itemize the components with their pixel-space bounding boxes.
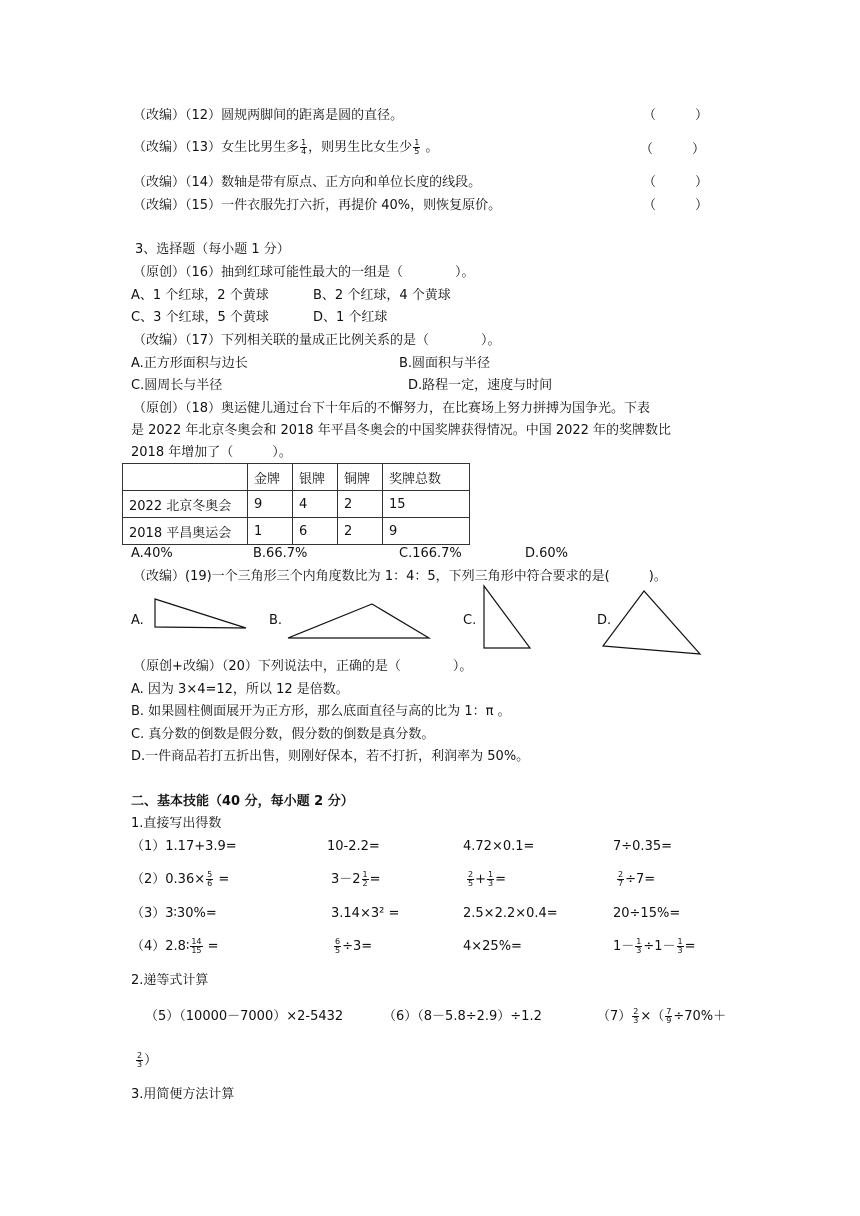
fraction: $\frac{1}{5}$: [414, 138, 420, 156]
option-19d-label[interactable]: D.: [597, 613, 612, 628]
table-header-cell: [123, 464, 248, 491]
option-19b-label[interactable]: B.: [269, 613, 283, 628]
subsection-step-calc: 2.递等式计算: [131, 973, 209, 988]
table-cell: 2: [338, 491, 383, 518]
section-3-title: 3、选择题（每小题 1 分）: [135, 242, 290, 257]
option-16a[interactable]: A、1 个红球，2 个黄球: [131, 288, 269, 303]
calc-1-2: 10-2.2=: [327, 839, 380, 854]
fraction: $\frac{2}{7}$: [618, 870, 624, 888]
option-20b[interactable]: B. 如果圆柱侧面展开为正方形，那么底面直径与高的比为 1：π 。: [131, 704, 511, 719]
calc-5: （5）（10000－7000）×2-5432: [145, 1009, 344, 1024]
calc-2-4: $\frac{2}{7}$ ÷7=: [618, 870, 656, 888]
medal-table: [122, 463, 470, 545]
calc-2-3: $\frac{2}{5}$ + $\frac{1}{3}$ =: [468, 870, 506, 888]
calc-4-4: 1－ $\frac{1}{3}$ ÷1－ $\frac{1}{3}$ =: [613, 937, 696, 955]
table-header-row: [123, 464, 470, 491]
table-cell: 1: [248, 518, 293, 545]
triangle-a[interactable]: [150, 596, 250, 632]
answer-paren-13[interactable]: （ ）: [640, 142, 706, 157]
option-18a[interactable]: A.40%: [131, 546, 173, 561]
option-16c[interactable]: C、3 个红球，5 个黄球: [131, 310, 269, 325]
table-cell: 2022 北京冬奥会: [123, 491, 248, 518]
section-2-title: 二、基本技能（40 分，每小题 2 分）: [131, 794, 354, 809]
table-header-cell: 银牌: [293, 464, 338, 491]
table-header-cell: 奖牌总数: [383, 464, 470, 491]
fraction: $\frac{1}{3}$: [677, 937, 683, 955]
calc-2-2: 3－2 $\frac{1}{2}$ =: [331, 870, 381, 888]
fraction: $\frac{1}{3}$: [636, 937, 642, 955]
triangle-d[interactable]: [600, 588, 704, 658]
option-17b[interactable]: B.圆面积与半径: [399, 356, 491, 371]
calc-7-cont: $\frac{2}{3}$ ）: [137, 1051, 158, 1069]
triangle-c[interactable]: [480, 584, 534, 652]
table-cell: 4: [293, 491, 338, 518]
question-18-line2: 是 2022 年北京冬奥会和 2018 年平昌冬奥会的中国奖牌获得情况。中国 2022 年的奖牌数比: [131, 423, 672, 438]
calc-2-1: （2）0.36× $\frac{5}{6}$ =: [131, 870, 230, 888]
subsection-direct-answers: 1.直接写出得数: [131, 816, 222, 831]
question-20: （原创+改编）（20）下列说法中，正确的是（ ）。: [133, 659, 473, 674]
calc-7: （7） $\frac{2}{3}$ ×（ $\frac{7}{9}$ ÷70%＋: [597, 1007, 727, 1025]
question-17: （改编）（17）下列相关联的量成正比例关系的是（ ）。: [133, 333, 501, 348]
answer-paren-15[interactable]: （ ）: [643, 198, 709, 213]
fraction: $\frac{1}{2}$: [362, 870, 368, 888]
tf-item-12: （改编）（12）圆规两脚间的距离是圆的直径。: [133, 108, 404, 123]
question-16: （原创）（16）抽到红球可能性最大的一组是（ ）。: [133, 265, 475, 280]
calc-1-4: 7÷0.35=: [613, 839, 673, 854]
option-18b[interactable]: B.66.7%: [253, 546, 308, 561]
calc-3-2: 3.14×3² =: [331, 906, 400, 921]
fraction: $\frac{7}{9}$: [666, 1007, 672, 1025]
option-19a-label[interactable]: A.: [131, 613, 144, 628]
table-cell: 6: [293, 518, 338, 545]
calc-1-1: （1）1.17+3.9=: [131, 839, 237, 854]
table-cell: 9: [248, 491, 293, 518]
triangle-b[interactable]: [285, 600, 433, 642]
fraction: $\frac{2}{5}$: [468, 870, 474, 888]
fraction: $\frac{2}{3}$: [633, 1007, 639, 1025]
table-cell: 9: [383, 518, 470, 545]
fraction: $\frac{5}{6}$: [207, 870, 213, 888]
question-19: （改编）(19)一个三角形三个内角度数比为 1：4：5，下列三角形中符合要求的是( )。: [133, 569, 667, 584]
table-cell: 15: [383, 491, 470, 518]
fraction: $\frac{14}{15}$: [191, 937, 202, 955]
option-18c[interactable]: C.166.7%: [399, 546, 462, 561]
answer-paren-14[interactable]: （ ）: [643, 175, 709, 190]
fraction: $\frac{1}{3}$: [488, 870, 494, 888]
option-17c[interactable]: C.圆周长与半径: [131, 378, 223, 393]
calc-1-3: 4.72×0.1=: [463, 839, 535, 854]
fraction: $\frac{1}{4}$: [301, 138, 307, 156]
calc-4-2: $\frac{6}{5}$ ÷3=: [335, 937, 373, 955]
table-cell: 2: [338, 518, 383, 545]
option-17d[interactable]: D.路程一定，速度与时间: [408, 378, 553, 393]
calc-3-4: 20÷15%=: [613, 906, 681, 921]
option-20c[interactable]: C. 真分数的倒数是假分数，假分数的倒数是真分数。: [131, 727, 435, 742]
option-20a[interactable]: A. 因为 3×4=12，所以 12 是倍数。: [131, 682, 349, 697]
tf-item-14: （改编）（14）数轴是带有原点、正方向和单位长度的线段。: [133, 175, 482, 190]
fraction: $\frac{2}{3}$: [137, 1051, 143, 1069]
option-18d[interactable]: D.60%: [525, 546, 569, 561]
option-17a[interactable]: A.正方形面积与边长: [131, 356, 248, 371]
option-20d[interactable]: D.一件商品若打五折出售，则刚好保本，若不打折，利润率为 50%。: [131, 749, 530, 764]
calc-3-3: 2.5×2.2×0.4=: [463, 906, 558, 921]
option-19c-label[interactable]: C.: [463, 613, 477, 628]
answer-paren-12[interactable]: （ ）: [643, 108, 709, 123]
calc-4-3: 4×25%=: [463, 939, 522, 954]
table-cell: 2018 平昌奥运会: [123, 518, 248, 545]
question-18-line1: （原创）（18）奥运健儿通过台下十年后的不懈努力，在比赛场上努力拼搏为国争光。下表: [133, 401, 651, 416]
fraction: $\frac{6}{5}$: [335, 937, 341, 955]
tf-item-13: （改编）（13）女生比男生多 $\frac{1}{4}$ ，则男生比女生少 $\frac{1}{5}$ 。: [133, 138, 439, 156]
table-header-cell: 金牌: [248, 464, 293, 491]
calc-4-1: （4）2.8∶ $\frac{14}{15}$ =: [131, 937, 219, 955]
table-row: [123, 491, 470, 518]
tf-item-15: （改编）（15）一件衣服先打六折，再提价 40%，则恢复原价。: [133, 198, 502, 213]
table-row: [123, 518, 470, 545]
question-18-line3: 2018 年增加了（ ）。: [131, 445, 292, 460]
table-header-cell: 铜牌: [338, 464, 383, 491]
option-16b[interactable]: B、2 个红球，4 个黄球: [313, 288, 451, 303]
calc-3-1: （3）3∶30%=: [131, 906, 217, 921]
subsection-simplified-calc: 3.用简便方法计算: [131, 1087, 235, 1102]
calc-6: （6）（8－5.8÷2.9）÷1.2: [383, 1009, 542, 1024]
option-16d[interactable]: D、1 个红球: [313, 310, 388, 325]
